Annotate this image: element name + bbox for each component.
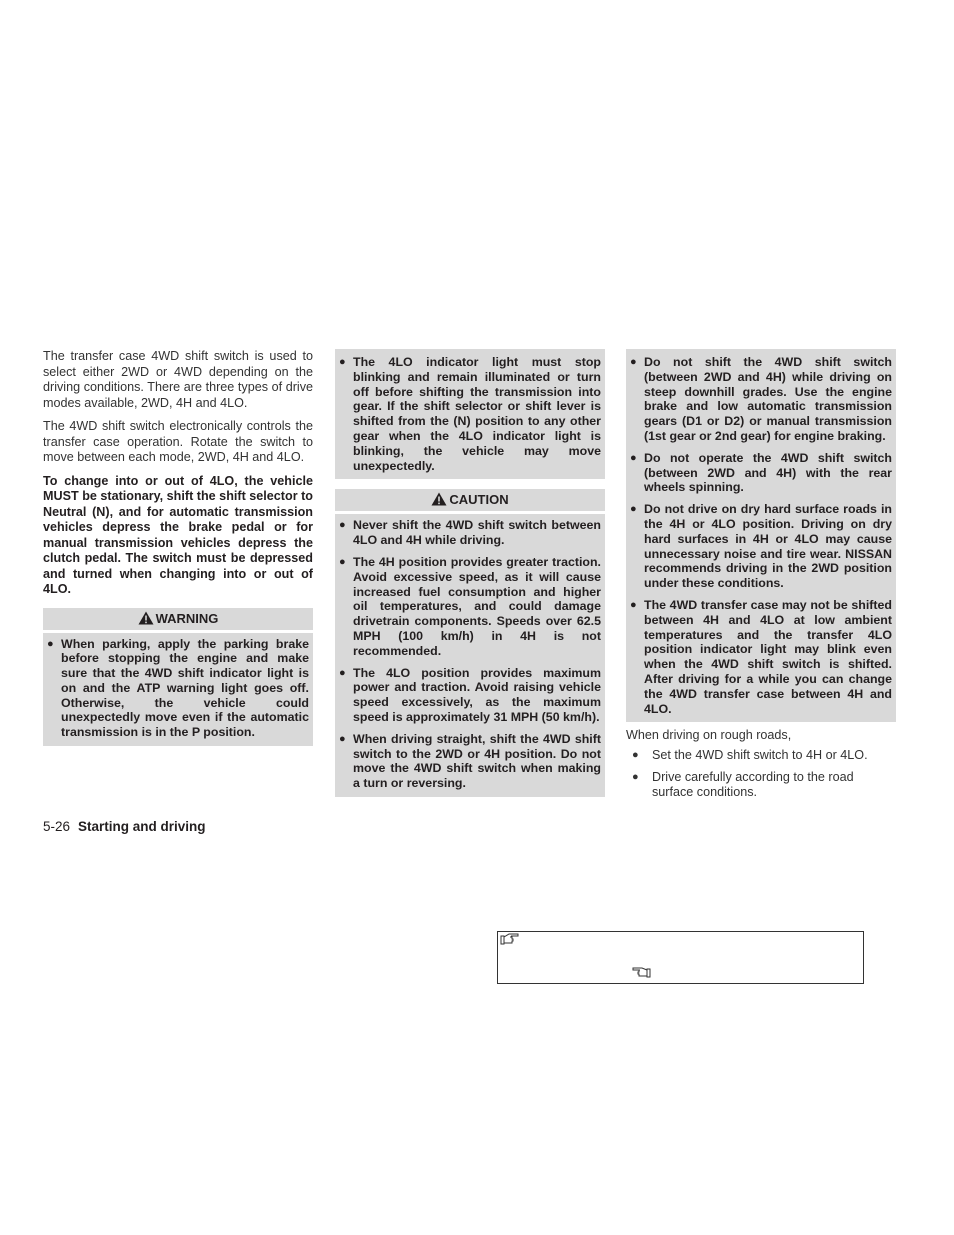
4lo-instruction-paragraph: To change into or out of 4LO, the vehicle MUST be stationary, shift the shift selector to Neutral (N), and for automatic transmission vehicles depress the brake pedal or for manual transmission vehicles depress the clutch pedal. The switch must be depressed and turned when changing into or out of 4LO. <box>43 473 313 596</box>
caution-body <box>335 514 605 797</box>
list-item: ● Do not shift the 4WD shift switch (between 2WD and 4H) while driving on steep downhill grades. Use the engine brake and low automatic transmission gears (D1 or D2) or manual transmission (1st gear or 2nd gear) for engine braking. <box>630 355 892 443</box>
list-item: ● Set the 4WD shift switch to 4H or 4LO. <box>632 747 868 762</box>
bullet-icon: ● <box>339 732 346 745</box>
bullet-icon: ● <box>47 637 54 650</box>
list-item: ● The 4LO position provides maximum power and traction. Avoid raising vehicle speed excessively, as the maximum speed is approximately 31 MPH (50 km/h). <box>339 665 601 724</box>
list-item: ● The 4LO indicator light must stop blinking and remain illuminated or turn off before shifting the transmission into gear. If the shift selector or shift lever is shifted from the (N) position to any other gear when the 4LO indicator light is blinking, the vehicle may move unexpectedly. <box>339 355 601 473</box>
bullet-icon: ● <box>339 555 346 568</box>
bullet-icon: ● <box>339 666 346 679</box>
list-item: ● Never shift the 4WD shift switch between 4LO and 4H while driving. <box>339 518 601 548</box>
4lo-indicator-box <box>335 349 605 479</box>
column-1 <box>43 349 313 746</box>
rough-roads-intro: When driving on rough roads, <box>626 728 792 743</box>
warning-title: WARNING <box>155 610 219 626</box>
column-2 <box>335 349 605 797</box>
list-item: ● The 4WD transfer case may not be shifted between 4H and 4LO at low ambient temperatures and the transfer 4LO position indicator light may blink even when the 4WD shift switch is shifted. After driving for a while you can change the 4WD transfer case between 4H and 4LO. <box>630 597 892 716</box>
warning-box <box>43 608 313 747</box>
bullet-icon: ● <box>339 356 346 368</box>
bullet-icon: ● <box>339 519 346 532</box>
list-item: ● When driving straight, shift the 4WD shift switch to the 2WD or 4H position. Do not move the 4WD shift switch when making a turn or reversing. <box>339 731 601 791</box>
warning-triangle-icon <box>431 491 447 513</box>
list-item: ● Do not operate the 4WD shift switch (between 2WD and 4H) with the rear wheels spinning. <box>630 450 892 495</box>
list-item: ● The 4H position provides greater traction. Avoid excessive speed, as it will cause increased fuel consumption and higher oil temperatures, and could damage drivetrain components. Speeds over 62.5 MPH (100 km/h) in 4H is not recommended. <box>339 554 601 658</box>
warning-body <box>43 633 313 747</box>
page-number: 5-26 <box>43 819 71 834</box>
page-footer <box>43 819 206 834</box>
bullet-icon: ● <box>630 598 637 611</box>
bullet-icon: ● <box>632 770 639 783</box>
bullet-icon: ● <box>630 503 637 516</box>
caution-header <box>335 489 605 511</box>
pointing-hand-icon <box>500 932 520 951</box>
list-item: ● Do not drive on dry hard surface roads in the 4H or 4LO position. Driving on dry hard surfaces in 4H or 4LO may cause unnecessary noise and tire wear. NISSAN recommends driving in the 2WD position under these conditions. <box>630 502 892 591</box>
rough-roads-list <box>626 748 896 800</box>
column-3 <box>626 349 896 807</box>
bullet-icon: ● <box>630 451 637 464</box>
caution-continued-box <box>626 349 896 722</box>
section-title: Starting and driving <box>78 819 206 834</box>
warning-triangle-icon <box>138 610 154 632</box>
list-item: ● Drive carefully according to the road surface conditions. <box>632 769 854 799</box>
list-item: ● When parking, apply the parking brake before stopping the engine and make sure that the 4WD shift indicator light is on and the ATP warning light goes off. Otherwise, the vehicle could unexpectedly move even if the automatic transmission is in the P position. <box>47 636 309 740</box>
note-box <box>497 931 864 984</box>
warning-header <box>43 608 313 630</box>
caution-box <box>335 489 605 797</box>
bullet-icon: ● <box>632 748 639 761</box>
caution-title: CAUTION <box>449 492 509 508</box>
pointing-hand-back-icon <box>631 966 651 984</box>
switch-paragraph: The 4WD shift switch electronically controls the transfer case operation. Rotate the switch to move between each mode, 2WD, 4H and 4LO. <box>43 419 313 464</box>
bullet-icon: ● <box>630 356 637 368</box>
intro-paragraph: The transfer case 4WD shift switch is used to select either 2WD or 4WD depending on the driving conditions. There are three types of drive modes available, 2WD, 4H and 4LO. <box>43 349 313 410</box>
